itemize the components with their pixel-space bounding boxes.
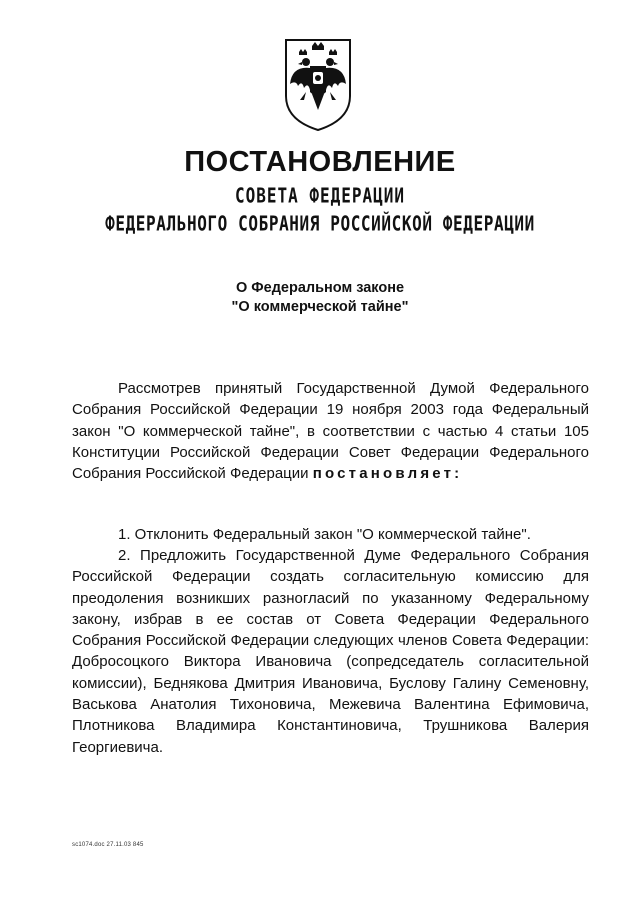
subject-line-1: О Федеральном законе bbox=[235, 280, 405, 296]
document-title: ПОСТАНОВЛЕНИЕ bbox=[184, 146, 456, 178]
subject-line-2: "О коммерческой тайне" bbox=[231, 299, 409, 315]
issuer-line-2: ФЕДЕРАЛЬНОГО СОБРАНИЯ РОССИЙСКОЙ ФЕДЕРАЦИИ bbox=[105, 211, 535, 236]
file-code: sc1074.doc 27.11.03 845 bbox=[72, 842, 144, 848]
issuer-line-1: СОВЕТА ФЕДЕРАЦИИ bbox=[234, 183, 406, 208]
decree-word: постановляет: bbox=[312, 465, 463, 483]
resolution-item-2: 2. Предложить Государственной Думе Федерального Собрания Российской Федерации создать согласительную комиссию для преодоления возникших разногласий по указанному Федеральному закону, избрав в ее состав от Совета Федерации Федерального Собрания Российской Федерации следующих членов Совета Федерации: Доброcоцкого Виктора Ивановича (сопредседатель согласительной комиссии), Беднякова Дмитрия Ивановича, Буслову Галину Семеновну, Васькова Анатолия Тихоновича, Межевича Валентина Ефимовича, Плотникова Владимира Константиновича, Трушникова Валерия Георгиевича. bbox=[72, 547, 589, 756]
intro-paragraph bbox=[72, 378, 589, 484]
intro-text: Рассмотрев принятый Государственной Думой Федерального Собрания Российской Федерации 19 ноября 2003 года Федеральный закон "О коммерческой тайне", в соответствии с частью 4 статьи 105 Конституции Российской Федерации Совет Федерации Федерального Собрания Российской Федерации bbox=[72, 380, 589, 483]
resolution-item-1: 1. Отклонить Федеральный закон "О коммерческой тайне". bbox=[118, 526, 531, 543]
coat-of-arms-icon bbox=[282, 36, 354, 132]
